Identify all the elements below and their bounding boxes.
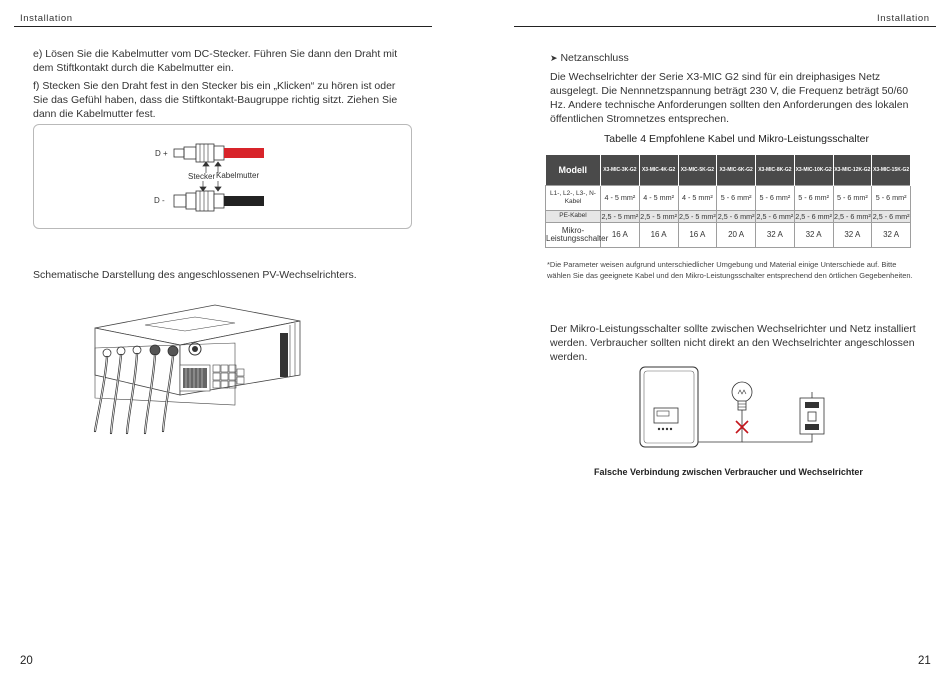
lightbulb-icon bbox=[732, 382, 752, 416]
step-e-text: e) Lösen Sie die Kabelmutter vom DC-Stecker. Führen Sie dann den Draht mit dem Stiftkontakt durch die Kabelmutter ein. bbox=[33, 48, 398, 74]
header-cell: X3-MIC-3K-G2 bbox=[601, 155, 640, 185]
header-cell: X3-MIC-10K-G2 bbox=[794, 155, 833, 185]
page-number-right: 21 bbox=[918, 655, 931, 667]
inverter-schematic bbox=[85, 303, 315, 438]
row-label: L1-, L2-, L3-, N-Kabel bbox=[546, 185, 601, 210]
table-cell: 5 - 6 mm² bbox=[794, 185, 833, 210]
left-header-rule bbox=[14, 26, 432, 27]
table-cell: 5 - 6 mm² bbox=[756, 185, 795, 210]
table-cell: 5 - 6 mm² bbox=[833, 185, 872, 210]
table-cell: 2,5 - 5 mm² bbox=[601, 211, 639, 221]
table-cell: 2,5 - 5 mm² bbox=[640, 211, 677, 221]
table-cell: 20 A bbox=[717, 222, 756, 247]
table-footnote: *Die Parameter weisen aufgrund unterschiedlicher Umgebung und Material einige Unterschiede auf. Bitte wählen Sie das geeignete Kabel und den Mikro-Leistungsschalter entsprechend den örtlichen Gegebenheiten. bbox=[547, 260, 913, 280]
connector-figure bbox=[33, 124, 412, 229]
breaker-icon bbox=[800, 392, 824, 434]
inverter-icon bbox=[640, 367, 698, 447]
section-title bbox=[550, 51, 910, 65]
page-number-left: 20 bbox=[20, 655, 33, 667]
header-cell: X3-MIC-6K-G2 bbox=[717, 155, 756, 185]
header-cell: X3-MIC-12K-G2 bbox=[833, 155, 872, 185]
label-kabelmutter: Kabelmutter bbox=[216, 171, 260, 180]
table-caption: Tabelle 4 Empfohlene Kabel und Mikro-Leistungsschalter bbox=[604, 133, 869, 145]
header-cell: X3-MIC-8K-G2 bbox=[756, 155, 795, 185]
header-cell: X3-MIC-4K-G2 bbox=[639, 155, 678, 185]
table-cell: 5 - 6 mm² bbox=[717, 185, 756, 210]
table-cell: 32 A bbox=[794, 222, 833, 247]
header-cell: X3-MIC-15K-G2 bbox=[872, 155, 911, 185]
wrong-connection-diagram bbox=[630, 364, 840, 464]
table-cell: 5 - 6 mm² bbox=[872, 185, 911, 210]
table-row bbox=[546, 222, 911, 247]
table-cell: 16 A bbox=[678, 222, 717, 247]
table-header-row bbox=[546, 155, 911, 185]
left-header: Installation bbox=[20, 13, 73, 24]
table-cell: 4 - 5 mm² bbox=[678, 185, 717, 210]
table-cell: 32 A bbox=[833, 222, 872, 247]
section-title-text: Netzanschluss bbox=[560, 52, 629, 64]
table-cell: 4 - 5 mm² bbox=[639, 185, 678, 210]
dc-plus-connector bbox=[174, 144, 264, 162]
table-cell: 2,5 - 6 mm² bbox=[756, 211, 794, 221]
step-f-text: f) Stecken Sie den Draht fest in den Stecker bis ein „Klicken“ zu hören ist oder Sie das Gefühl haben, dass die Stiftkontakt-Baugruppe richtig sitzt. Ziehen Sie dann die Kabelmutter fest. bbox=[33, 80, 398, 120]
row-label: PE-Kabel bbox=[546, 210, 601, 222]
table-cell: 2,5 - 6 mm² bbox=[717, 211, 755, 221]
breaker-note: Der Mikro-Leistungsschalter sollte zwischen Wechselrichter und Netz installiert werden. Verbraucher sollten nicht direkt an den Wechselrichter angeschlossen werden. bbox=[550, 323, 916, 363]
label-d-minus: D - bbox=[154, 196, 165, 205]
table-cell: 16 A bbox=[601, 222, 640, 247]
cable-table bbox=[545, 155, 911, 248]
header-cell: X3-MIC-5K-G2 bbox=[678, 155, 717, 185]
label-stecker: Stecker bbox=[188, 172, 216, 181]
table-cell: 2,5 - 5 mm² bbox=[679, 211, 716, 221]
right-header: Installation bbox=[877, 13, 930, 24]
row-label: Mikro-Leistungsschalter bbox=[546, 222, 601, 247]
right-header-rule bbox=[514, 26, 936, 27]
table-cell: 2,5 - 6 mm² bbox=[834, 211, 871, 221]
table-cell: 2,5 - 6 mm² bbox=[795, 211, 832, 221]
table-cell: 16 A bbox=[639, 222, 678, 247]
arrow-bullet-icon: ➤ bbox=[550, 53, 558, 63]
label-d-plus: D + bbox=[155, 149, 168, 158]
table-cell: 32 A bbox=[872, 222, 911, 247]
table-cell: 4 - 5 mm² bbox=[601, 185, 640, 210]
intro-text: Die Wechselrichter der Serie X3-MIC G2 sind für ein dreiphasiges Netz ausgelegt. Die Nennnetzspannung beträgt 230 V, die Frequenz beträgt 50/60 Hz. Andere technische Anforderungen sollten den Anforderungen des lokalen öffentlichen Stromnetzes entsprechen. bbox=[550, 71, 909, 125]
table-cell: 32 A bbox=[756, 222, 795, 247]
dc-minus-connector bbox=[174, 191, 264, 211]
wrong-connection-caption: Falsche Verbindung zwischen Verbraucher und Wechselrichter bbox=[594, 467, 863, 477]
header-cell: Modell bbox=[546, 155, 601, 185]
table-row bbox=[546, 185, 911, 210]
schematic-caption: Schematische Darstellung des angeschlossenen PV-Wechselrichters. bbox=[33, 269, 357, 281]
table-row bbox=[546, 210, 911, 222]
table-cell: 2,5 - 6 mm² bbox=[872, 211, 910, 221]
